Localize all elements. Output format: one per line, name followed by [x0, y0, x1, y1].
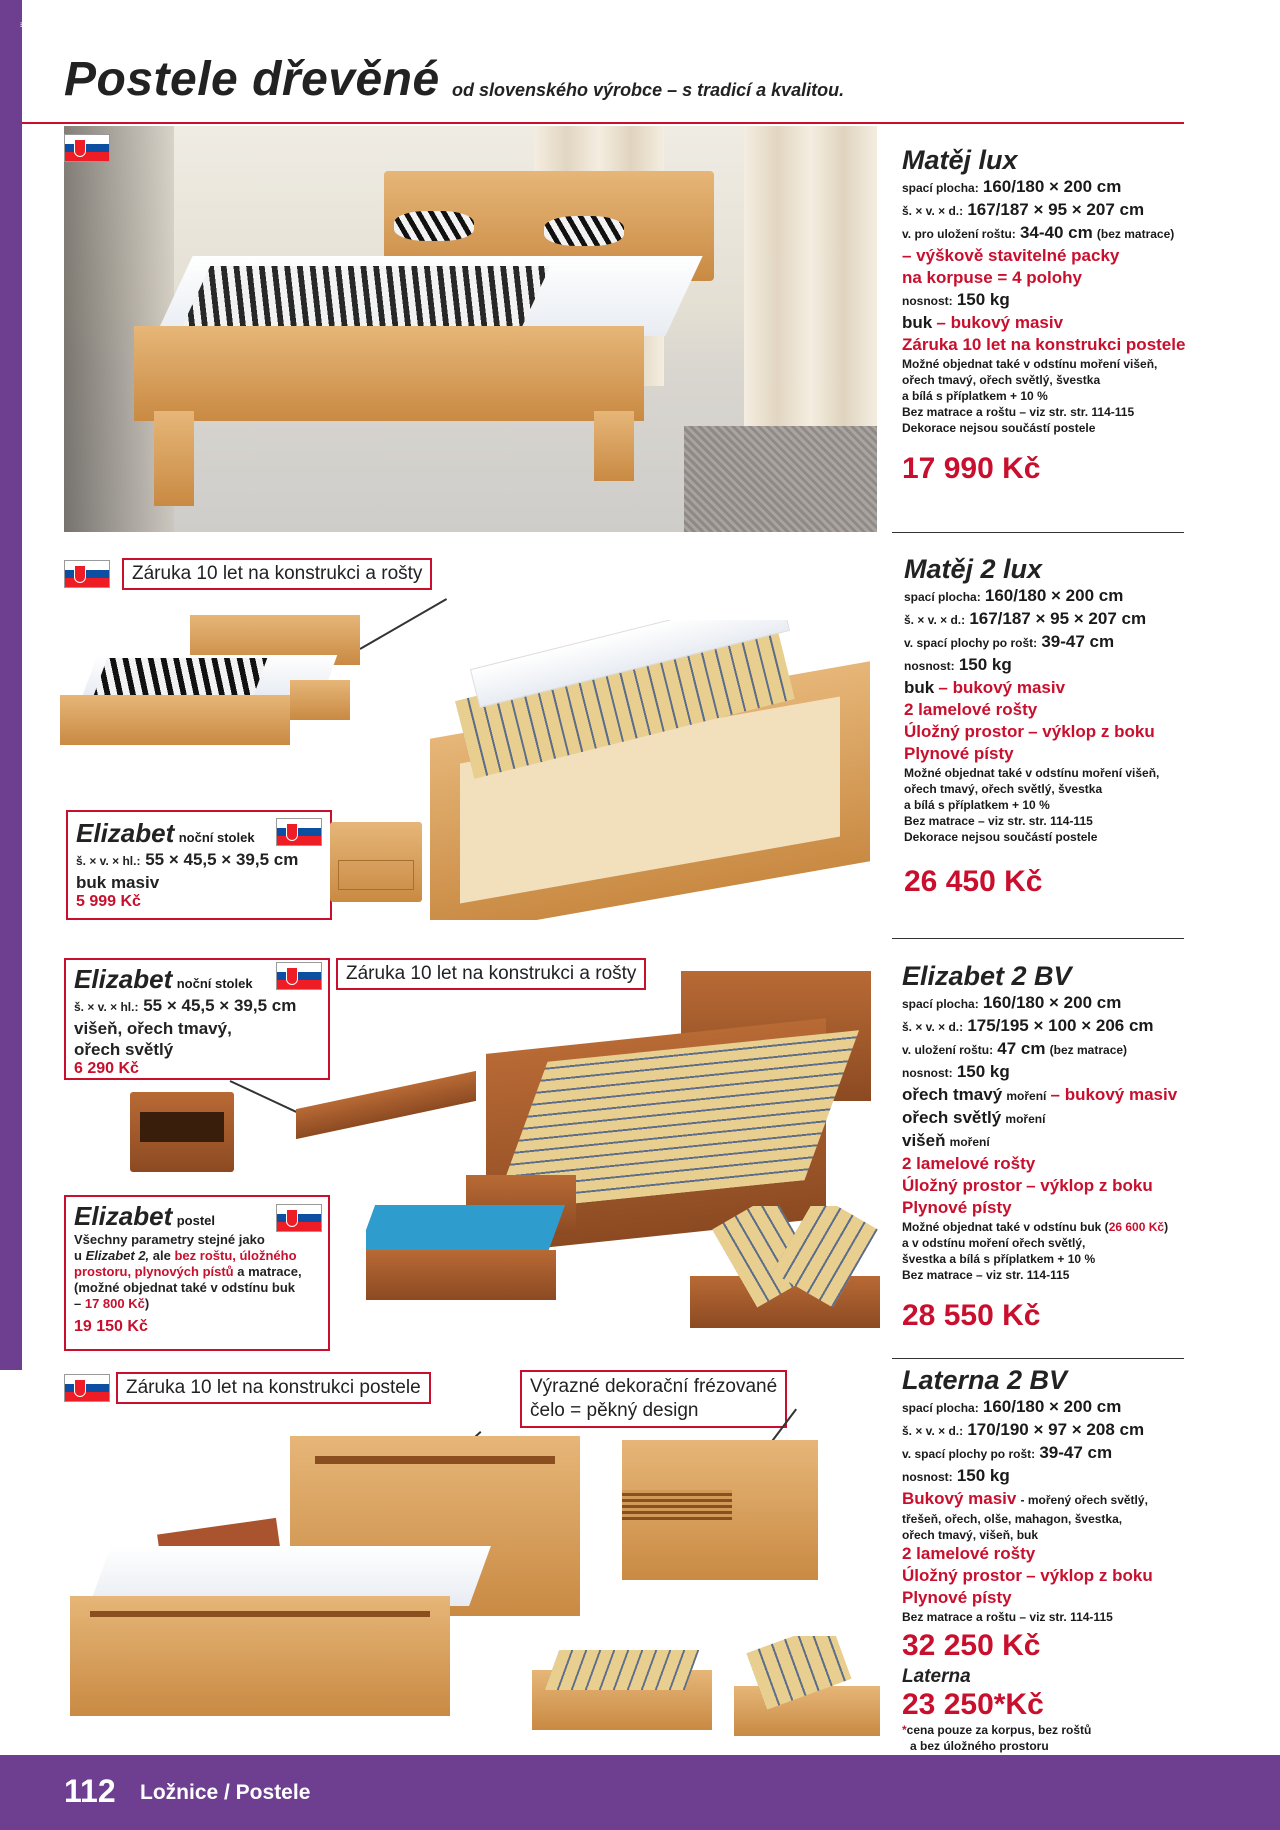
header-divider — [22, 122, 1184, 124]
elizabet-nightstand-box: Elizabet noční stolek š. × v. × hl.: 55 × 45,5 × 39,5 cm buk masiv 5 999 Kč — [66, 810, 332, 920]
section-divider — [892, 1358, 1184, 1359]
product-name: Laterna 2 BV — [902, 1365, 1068, 1395]
elizabet-nightstand-box: Elizabet noční stolek š. × v. × hl.: 55 × 45,5 × 39,5 cm višeň, ořech tmavý, ořech světlý 6 290 Kč — [64, 958, 330, 1080]
nightstand-photo — [330, 822, 422, 902]
price: 26 450 Kč — [904, 864, 1043, 898]
alt-price: 23 250*Kč — [902, 1687, 1044, 1721]
laterna-frame-photo — [532, 1630, 722, 1740]
laterna-headboard-detail-photo — [622, 1440, 818, 1580]
matej-2-lux-storage-photo — [430, 620, 878, 920]
product-name: Elizabet 2 BV — [902, 961, 1072, 991]
warranty-callout: Záruka 10 let na konstrukci a rošty — [336, 958, 646, 990]
slovakia-flag-icon — [64, 1374, 110, 1402]
product-name: Matěj lux — [902, 145, 1018, 175]
page-subtitle: od slovenského výrobce – s tradicí a kvalitou. — [452, 80, 845, 100]
elizabet-bed-box: Elizabet postel Všechny parametry stejné jako u Elizabet 2, ale bez roštu, úložného prostoru, plynových pístů a matrace, (možné objednat také v odstínu buk – 17 800 Kč) 19 150 Kč — [64, 1195, 330, 1351]
footer — [0, 1755, 1280, 1830]
matej-lux-info: Matěj lux spací plocha: 160/180 × 200 cm š. × v. × d.: 167/187 × 95 × 207 cm v. pro uložení roštu: 34-40 cm (bez matrace) – výškově stavitelné packy na korpuse = 4 polohy nosnost: 150 kg buk – bukový masiv Záruka 10 let na konstrukci postele Možné objednat také v odstínu moření višeň, ořech tmavý, ořech světlý, švestka a bílá s příplatkem + 10 % Bez matrace a roštu – viz str. str. 114-115 Dekorace nejsou součástí postele 17 990 Kč — [902, 145, 1186, 485]
sidebar-bar — [0, 0, 22, 1370]
footer-section: Ložnice / Postele — [140, 1781, 311, 1804]
alt-product-name: Laterna — [902, 1665, 971, 1687]
elizabet-bed-frame-photo — [296, 1060, 476, 1150]
product-name: Matěj 2 lux — [904, 554, 1043, 584]
callout-leader — [230, 1080, 303, 1116]
laterna-2-bv-info: Laterna 2 BV spací plocha: 160/180 × 200 cm š. × v. × d.: 170/190 × 97 × 208 cm v. spací plochy po rošt: 39-47 cm nosnost: 150 kg Bukový masiv - mořený ořech světlý, třešeň, ořech, olše, mahagon, švestka, ořech tmavý, višeň, buk 2 lamelové rošty Úložný prostor – výklop z boku Plynové písty Bez matrace a roštu – viz str. 114-115 32 250 Kč Laterna 23 250*Kč *cena pouze za korpus, bez roštů a bez úložného prostoru — [902, 1365, 1153, 1753]
matej-2-lux-info: Matěj 2 lux spací plocha: 160/180 × 200 cm š. × v. × d.: 167/187 × 95 × 207 cm v. spací plochy po rošt: 39-47 cm nosnost: 150 kg buk – bukový masiv 2 lamelové rošty Úložný prostor – výklop z boku Plynové písty Možné objednat také v odstínu moření višeň, ořech tmavý, ořech světlý, švestka a bílá s příplatkem + 10 % Bez matrace – viz str. str. 114-115 Dekorace nejsou součástí postele 26 450 Kč — [904, 554, 1160, 898]
elizabet-2-bv-info: Elizabet 2 BV spací plocha: 160/180 × 200 cm š. × v. × d.: 175/195 × 100 × 206 cm v. uložení roštu: 47 cm (bez matrace) nosnost: 150 kg ořech tmavý moření – bukový masiv ořech světlý moření višeň moření 2 lamelové rošty Úložný prostor – výklop z boku Plynové písty Možné objednat také v odstínu buk (26 600 Kč) a v odstínu moření ořech světlý, švestka a bílá s příplatkem + 10 % Bez matrace – viz str. 114-115 28 550 Kč — [902, 961, 1178, 1332]
nightstand-photo — [130, 1092, 234, 1172]
menu-icon: ≡ — [20, 20, 26, 31]
matej-2-lux-small-photo — [60, 610, 360, 760]
elizabet-bed-mattress-photo — [366, 1170, 576, 1320]
price: 5 999 Kč — [76, 893, 141, 910]
slovakia-flag-icon — [276, 1204, 322, 1232]
page-number: 112 — [64, 1773, 116, 1809]
elizabet-storage-photo — [690, 1206, 880, 1330]
price: 28 550 Kč — [902, 1298, 1041, 1332]
laterna-storage-photo — [734, 1636, 880, 1746]
warranty-callout: Záruka 10 let na konstrukci a rošty — [122, 558, 432, 590]
section-divider — [892, 938, 1184, 939]
price: 19 150 Kč — [74, 1318, 148, 1335]
slovakia-flag-icon — [276, 962, 322, 990]
slovakia-flag-icon — [64, 560, 110, 588]
price: 32 250 Kč — [902, 1628, 1041, 1662]
section-divider — [892, 532, 1184, 533]
laterna-2-bv-photo — [70, 1426, 580, 1746]
design-callout: Výrazné dekorační frézované čelo = pěkný design — [520, 1370, 787, 1428]
price: 6 290 Kč — [74, 1060, 139, 1077]
page-title: Postele dřevěné — [64, 53, 440, 106]
slovakia-flag-icon — [276, 818, 322, 846]
warranty-callout: Záruka 10 let na konstrukci postele — [116, 1372, 431, 1404]
price: 17 990 Kč — [902, 451, 1041, 485]
slovakia-flag-icon — [64, 134, 110, 162]
matej-lux-photo — [64, 126, 877, 532]
